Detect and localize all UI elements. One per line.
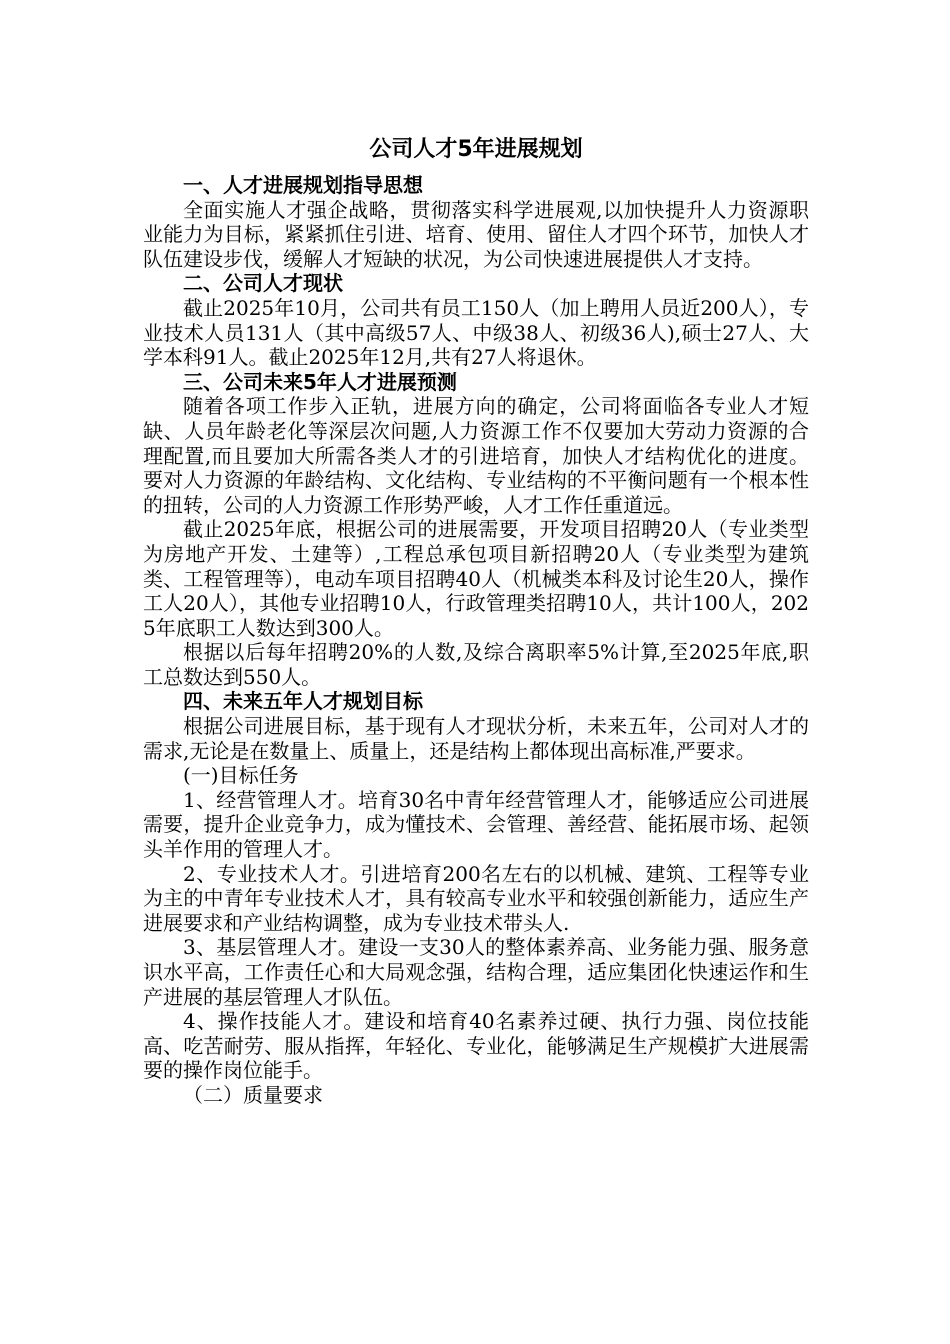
section-heading-forecast: 三、公司未来5年人才进展预测 xyxy=(183,369,457,394)
section-heading-planning-goals: 四、未来五年人才规划目标 xyxy=(183,689,423,714)
list-item: 3、基层管理人才。建设一支30人的整体素养高、业务能力强、服务意识水平高，工作责任心和大局观念强，结构合理，适应集团化快速运作和生产进展的基层管理人才队伍。 xyxy=(143,935,809,1009)
document-title: 公司人才5年进展规划 xyxy=(369,137,583,162)
paragraph: 根据公司进展目标，基于现有人才现状分析，未来五年，公司对人才的需求,无论是在数量上、质量上，还是结构上都体现出高标准,严要求。 xyxy=(143,714,809,763)
subsection-label-quality: （二）质量要求 xyxy=(183,1082,323,1107)
paragraph: 随着各项工作步入正轨，进展方向的确定，公司将面临各专业人才短缺、人员年龄老化等深层次问题,人力资源工作不仅要加大劳动力资源的合理配置,而且要加大所需各类人才的引进培育，加快人才结构优化的进度。要对人力资源的年龄结构、文化结构、专业结构的不平衡问题有一个根本性的扭转，公司的人力资源工作形势严峻，人才工作任重道远。 xyxy=(143,394,809,517)
section-heading-current-status: 二、公司人才现状 xyxy=(183,271,343,296)
paragraph: 截止2025年10月，公司共有员工150人（加上聘用人员近200人），专业技术人员131人（其中高级57人、中级38人、初级36人),硕士27人、大学本科91人。截止2025年12月,共有27人将退休。 xyxy=(143,295,809,370)
document-body xyxy=(143,133,809,1108)
list-item: 2、专业技术人才。引进培育200名左右的以机械、建筑、工程等专业为主的中青年专业技术人才，具有较高专业水平和较强创新能力，适应生产进展要求和产业结构调整，成为专业技术带头人. xyxy=(143,861,809,935)
paragraph: 根据以后每年招聘20%的人数,及综合离职率5%计算,至2025年底,职工总数达到550人。 xyxy=(143,640,809,689)
list-item: 1、经营管理人才。培育30名中青年经营管理人才，能够适应公司进展需要，提升企业竞争力，成为懂技术、会管理、善经营、能拓展市场、起领头羊作用的管理人才。 xyxy=(143,787,809,862)
paragraph: 全面实施人才强企战略，贯彻落实科学进展观,以加快提升人力资源职业能力为目标，紧紧抓住引进、培育、使用、留住人才四个环节，加快人才队伍建设步伐，缓解人才短缺的状况，为公司快速进展提供人才支持。 xyxy=(143,197,809,271)
list-item: 4、操作技能人才。建设和培育40名素养过硬、执行力强、岗位技能高、吃苦耐劳、服从指挥，年轻化、专业化，能够满足生产规模扩大进展需要的操作岗位能手。 xyxy=(143,1009,809,1083)
subsection-label-tasks: (一)目标任务 xyxy=(183,763,299,788)
paragraph: 截止2025年底，根据公司的进展需要，开发项目招聘20人（专业类型为房地产开发、土建等）,工程总承包项目新招聘20人（专业类型为建筑类、工程管理等），电动车项目招聘40人（机械类本科及讨论生20人，操作工人20人），其他专业招聘10人，行政管理类招聘10人，共计100人，2025年底职工人数达到300人。 xyxy=(143,517,809,640)
section-heading-guiding-ideology: 一、人才进展规划指导思想 xyxy=(183,173,423,197)
